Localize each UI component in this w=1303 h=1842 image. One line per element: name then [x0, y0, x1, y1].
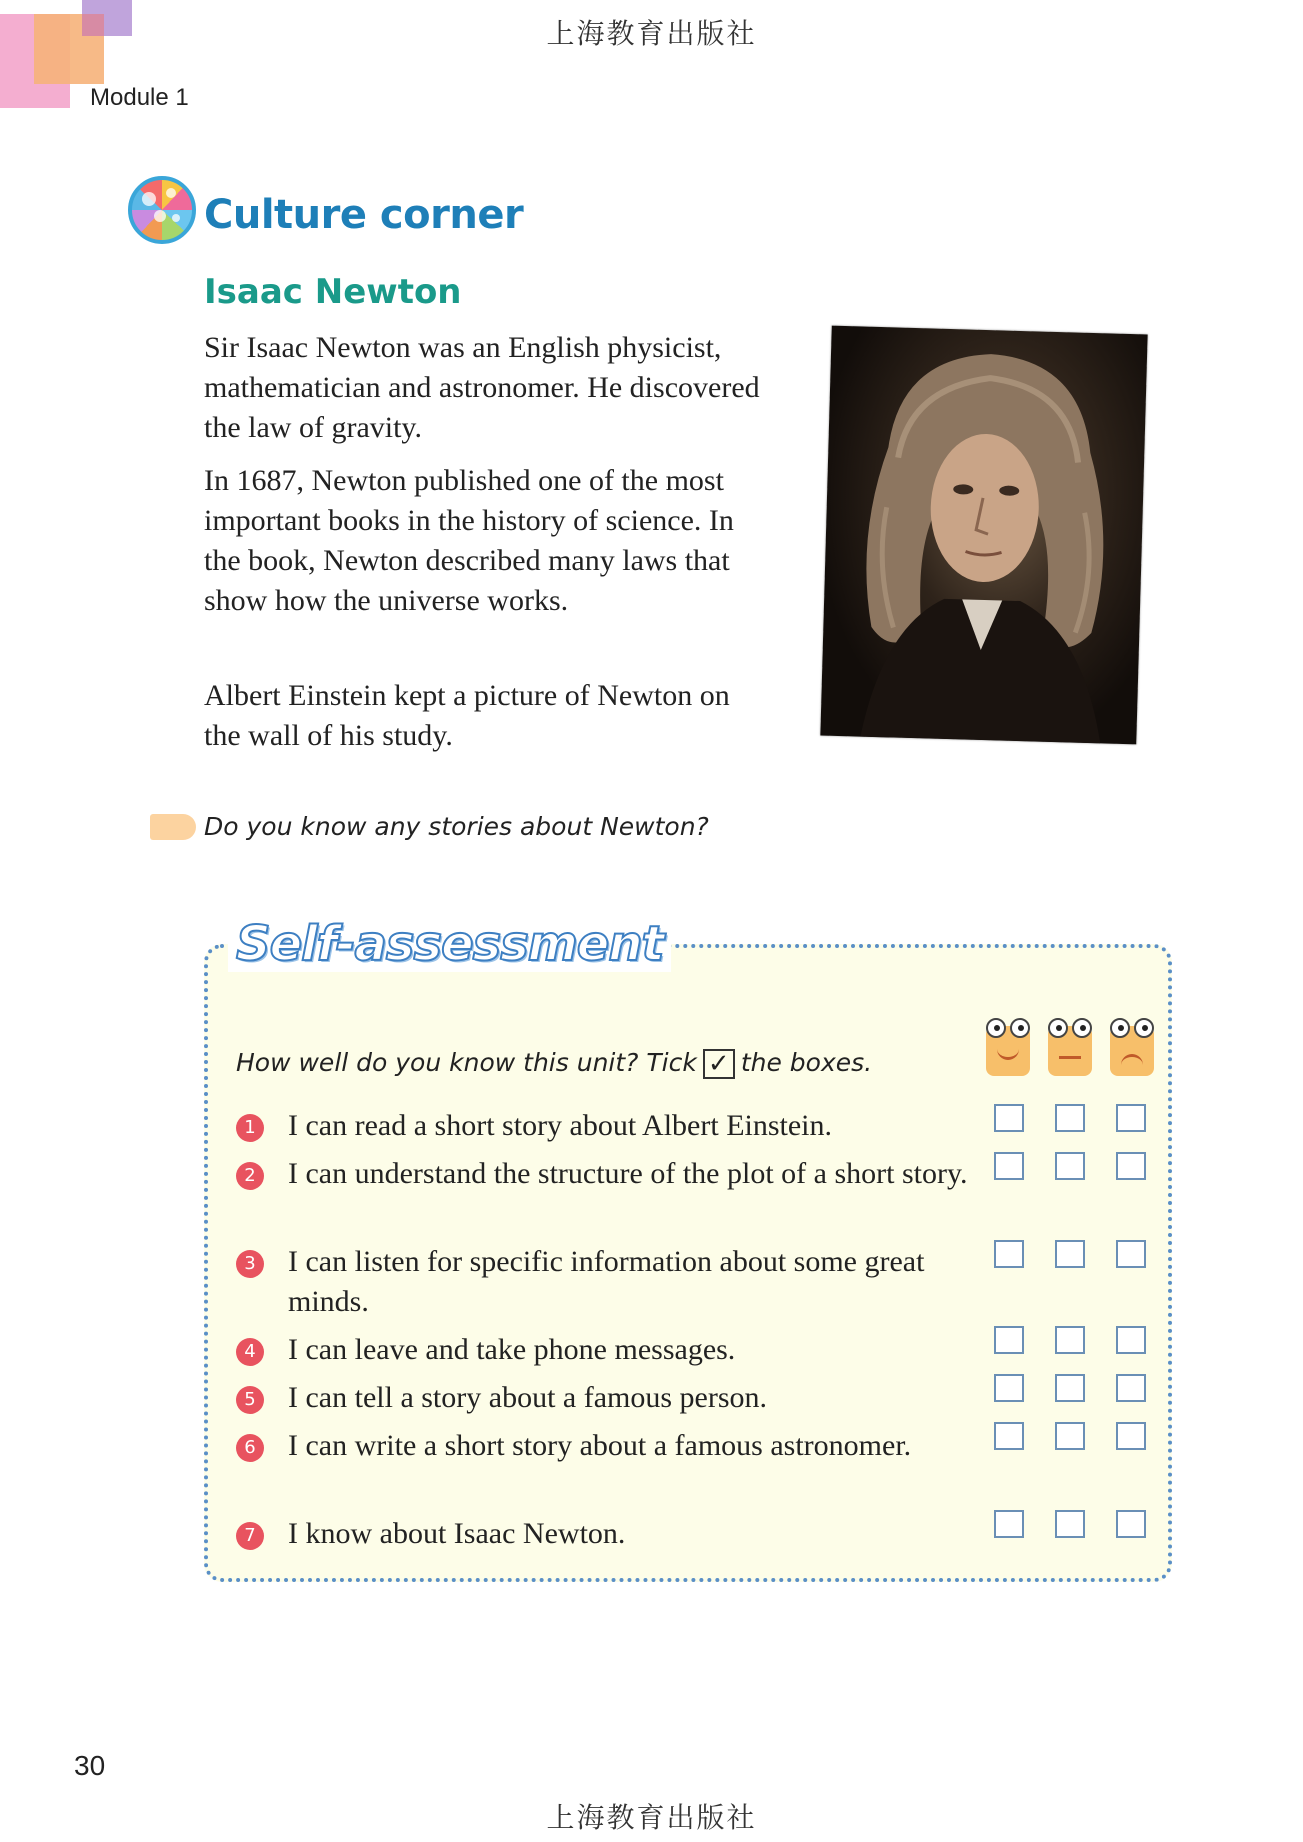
checkbox-neutral[interactable] [1055, 1240, 1085, 1268]
checkbox-happy[interactable] [994, 1510, 1024, 1538]
happy-face-icon [986, 1026, 1030, 1076]
item-number: 7 [236, 1522, 264, 1550]
article-paragraph: Albert Einstein kept a picture of Newton on the wall of his study. [204, 679, 730, 752]
page-number: 30 [74, 1750, 106, 1781]
checkbox-neutral[interactable] [1055, 1510, 1085, 1538]
checkbox-neutral[interactable] [1055, 1374, 1085, 1402]
checkbox-happy[interactable] [994, 1104, 1024, 1132]
question-marker [150, 814, 196, 840]
article-paragraph: In 1687, Newton published one of the most important books in the history of science. In the book, Newton described many laws that show how the universe works. [204, 464, 734, 617]
checkbox-neutral[interactable] [1055, 1422, 1085, 1450]
checkbox-sad[interactable] [1116, 1326, 1146, 1354]
item-number: 3 [236, 1250, 264, 1278]
item-number: 1 [236, 1114, 264, 1142]
item-text: I can tell a story about a famous person. [288, 1381, 768, 1414]
tick-icon: ✓ [703, 1049, 735, 1079]
discussion-question: Do you know any stories about Newton? [204, 812, 709, 841]
checkbox-happy[interactable] [994, 1422, 1024, 1450]
item-text: I can listen for specific information about some great minds. [288, 1245, 925, 1318]
checkbox-sad[interactable] [1116, 1422, 1146, 1450]
culture-corner-icon [128, 176, 196, 244]
checkbox-sad[interactable] [1116, 1152, 1146, 1180]
item-number: 4 [236, 1338, 264, 1366]
checkbox-sad[interactable] [1116, 1104, 1146, 1132]
checkbox-neutral[interactable] [1055, 1104, 1085, 1132]
article-title: Isaac Newton [204, 272, 462, 312]
self-assessment-prompt [236, 1048, 872, 1079]
item-text: I can understand the structure of the plot of a short story. [288, 1157, 968, 1190]
checkbox-happy[interactable] [994, 1374, 1024, 1402]
publisher-header: 上海教育出版社 [546, 17, 757, 50]
publisher-footer: 上海教育出版社 [546, 1801, 757, 1834]
item-text: I can read a short story about Albert Einstein. [288, 1109, 833, 1142]
checkbox-sad[interactable] [1116, 1374, 1146, 1402]
neutral-face-icon [1048, 1026, 1092, 1076]
newton-portrait [820, 326, 1147, 745]
section-title: Culture corner [204, 192, 524, 238]
self-assessment-title: Self-assessment [228, 916, 671, 972]
item-number: 6 [236, 1434, 264, 1462]
sad-face-icon [1110, 1026, 1154, 1076]
checkbox-happy[interactable] [994, 1152, 1024, 1180]
checkbox-sad[interactable] [1116, 1240, 1146, 1268]
item-text: I can leave and take phone messages. [288, 1333, 736, 1366]
item-text: I know about Isaac Newton. [288, 1517, 626, 1550]
prompt-text: How well do you know this unit? Tick [236, 1048, 697, 1077]
checkbox-happy[interactable] [994, 1240, 1024, 1268]
article-paragraph: Sir Isaac Newton was an English physicist, mathematician and astronomer. He discovered the law of gravity. [204, 331, 760, 444]
module-label: Module 1 [90, 84, 189, 111]
checkbox-neutral[interactable] [1055, 1326, 1085, 1354]
prompt-text: the boxes. [740, 1048, 873, 1077]
checkbox-neutral[interactable] [1055, 1152, 1085, 1180]
checkbox-happy[interactable] [994, 1326, 1024, 1354]
item-number: 5 [236, 1386, 264, 1414]
item-text: I can write a short story about a famous astronomer. [288, 1429, 912, 1462]
checkbox-sad[interactable] [1116, 1510, 1146, 1538]
item-number: 2 [236, 1162, 264, 1190]
